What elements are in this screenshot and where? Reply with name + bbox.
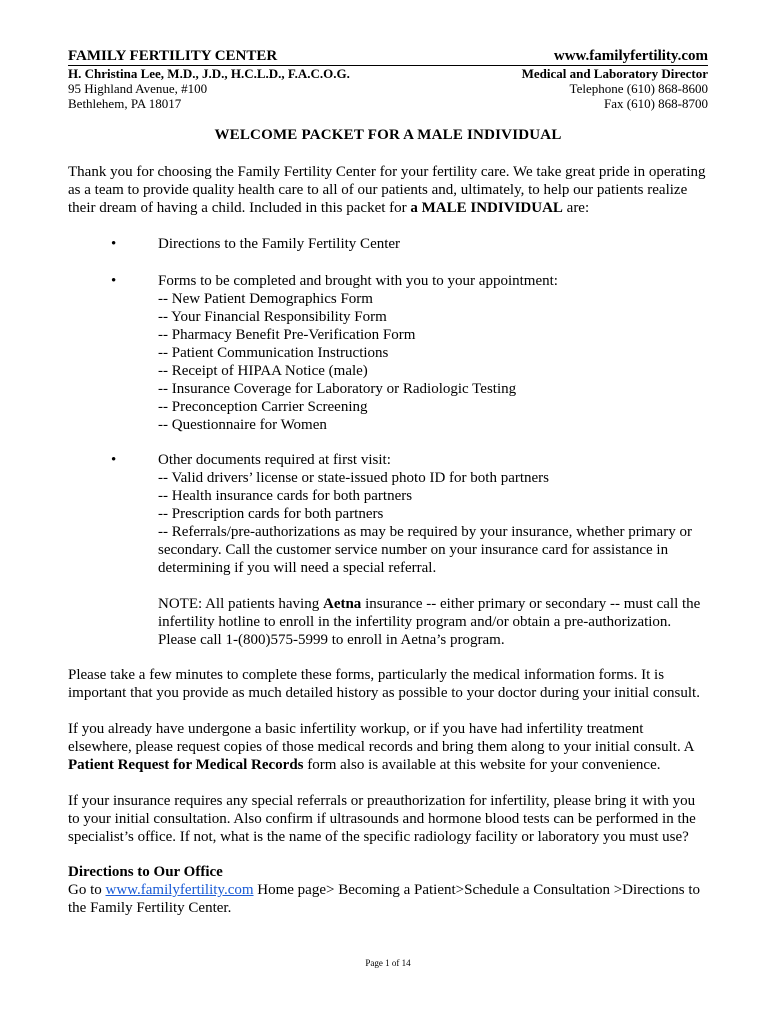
bullet-icon: • (111, 273, 117, 289)
list-item: -- Receipt of HIPAA Notice (male) (158, 363, 368, 379)
note-after: insurance -- either primary or secondary -- must call the infertility hotline to enroll in the infertility program and/or obtain a pre-authorization. Please call 1-(800)575-5999 to enroll in Aetna’s program. (158, 596, 701, 648)
website: www.familyfertility.com (553, 48, 708, 64)
intro-bold: a MALE INDIVIDUAL (410, 200, 563, 216)
document-page (68, 0, 708, 1024)
bullet-forms (158, 272, 708, 434)
list-item: -- Patient Communication Instructions (158, 345, 389, 361)
directions-suffix: Home page> Becoming a Patient>Schedule a Consultation >Directions to the Family Fertility Center. (68, 882, 701, 916)
note-before: NOTE: All patients having (158, 596, 323, 612)
intro-paragraph (68, 163, 708, 217)
bullet-directions: Directions to the Family Fertility Center (158, 236, 401, 252)
list-item: -- Your Financial Responsibility Form (158, 309, 387, 325)
list-item: -- Questionnaire for Women (158, 417, 327, 433)
address-line1: 95 Highland Avenue, #100 (68, 81, 208, 96)
fax: Fax (610) 868-8700 (604, 96, 708, 111)
page-number: Page 1 of 14 (365, 958, 411, 968)
header-row-director (68, 66, 708, 81)
bullet-icon: • (111, 452, 117, 468)
list-item: -- New Patient Demographics Form (158, 291, 373, 307)
directions-prefix: Go to (68, 882, 106, 898)
paragraph-records (68, 720, 708, 774)
list-item: -- Valid drivers’ license or state-issued photo ID for both partners (158, 470, 550, 486)
paragraph-insurance: If your insurance requires any special referrals or preauthorization for infertility, please bring it with you to your initial consultation. Also confirm if ultrasounds and hormone blood tests can be performed in the specialist’s office. If not, what is the name of the specific radiology facility or laboratory you must use? (68, 793, 696, 845)
list-item: -- Pharmacy Benefit Pre-Verification Form (158, 327, 416, 343)
bullet-icon: • (111, 236, 117, 252)
director-title: Medical and Laboratory Director (521, 66, 708, 81)
address-line2: Bethlehem, PA 18017 (68, 96, 182, 111)
list-item: -- Insurance Coverage for Laboratory or Radiologic Testing (158, 381, 517, 397)
aetna-note (158, 595, 708, 649)
note-bold: Aetna (322, 596, 362, 612)
intro-text: Thank you for choosing the Family Fertility Center for your fertility care. We take great pride in operating as a team to provide quality health care to all of our patients and, ultimately, to help our patients realize their dream of having a child. Included in this packet for (68, 164, 706, 216)
website-link[interactable]: www.familyfertility.com (105, 882, 254, 898)
list-item: -- Referrals/pre-authorizations as may be required by your insurance, whether primary or secondary. Call the customer service number on your insurance card for assistance in determining if you will need a special referral. (158, 524, 692, 576)
header-row-address (68, 81, 708, 96)
directions-heading: Directions to Our Office (68, 864, 223, 880)
director-name: H. Christina Lee, M.D., J.D., H.C.L.D., F.A.C.O.G. (68, 66, 350, 81)
p2-bold: Patient Request for Medical Records (68, 757, 304, 773)
header-row-city (68, 96, 708, 111)
intro-after: are: (562, 200, 590, 216)
bullet-documents (158, 451, 708, 577)
telephone: Telephone (610) 868-8600 (569, 81, 708, 96)
directions-text (68, 881, 708, 917)
forms-heading: Forms to be completed and brought with you to your appointment: (158, 273, 558, 289)
paragraph-forms: Please take a few minutes to complete these forms, particularly the medical information forms. It is important that you provide as much detailed history as possible to your doctor during your initial consult. (68, 667, 700, 701)
org-name: FAMILY FERTILITY CENTER (68, 48, 278, 64)
p2-before: If you already have undergone a basic infertility workup, or if you have had infertility treatment elsewhere, please request copies of those medical records and bring them along to your initial consult. A (68, 721, 694, 755)
list-item: -- Preconception Carrier Screening (158, 399, 368, 415)
docs-heading: Other documents required at first visit: (158, 452, 391, 468)
list-item: -- Prescription cards for both partners (158, 506, 384, 522)
header-top-row (68, 47, 708, 66)
page-title: WELCOME PACKET FOR A MALE INDIVIDUAL (214, 127, 562, 143)
list-item: -- Health insurance cards for both partners (158, 488, 413, 504)
p2-after: form also is available at this website for your convenience. (303, 757, 661, 773)
